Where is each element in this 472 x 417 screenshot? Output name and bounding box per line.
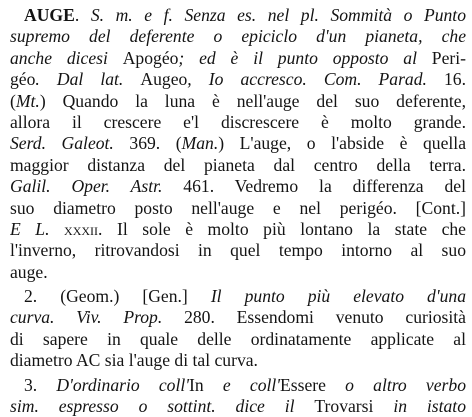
text-line — [10, 286, 466, 307]
text-segment: Serd. Galeot. — [10, 133, 130, 154]
text-segment: xxxii — [64, 218, 99, 239]
text-segment: 2. (Geom.) [Gen.] — [24, 286, 211, 307]
text-segment: géo — [10, 69, 36, 90]
text-line — [10, 396, 466, 417]
text-segment: ) Quando la luna è nell'auge del suo deferente, — [39, 90, 466, 111]
entry-main-sense — [10, 5, 466, 283]
text-segment: S. m. e f. Senza es. nel pl. Sommità o Punto — [90, 5, 466, 25]
text-segment: E L. — [10, 218, 65, 239]
text-line — [10, 198, 466, 219]
text-segment: , Io accresco. Com. Parad. — [187, 69, 444, 90]
text-segment: Apogéo — [122, 47, 179, 68]
text-line — [10, 240, 466, 261]
text-segment: o altro verbo — [345, 374, 466, 395]
text-segment: auge. — [10, 261, 48, 282]
text-line — [10, 375, 466, 396]
text-segment: 3. — [24, 374, 57, 395]
text-line — [10, 26, 466, 47]
text-segment: supremo del deferente o epiciclo d'un pianeta, che — [10, 26, 466, 47]
text-segment: ( — [10, 90, 16, 111]
text-segment: maggior distanza del pianeta dal centro della terra. — [10, 154, 466, 175]
text-line — [10, 48, 466, 69]
text-segment: sim. espresso o sottint. dice il — [10, 396, 315, 417]
text-line — [10, 329, 466, 350]
sense-2 — [10, 286, 466, 372]
text-segment: Man. — [181, 133, 219, 154]
text-segment: 461. Vedremo la differenza del — [183, 176, 466, 197]
text-line — [10, 219, 466, 240]
text-segment: Trovarsi — [314, 396, 394, 417]
text-segment: . Il sole è molto più lontano la state che — [98, 218, 466, 239]
text-segment: 369. ( — [129, 133, 182, 154]
text-segment: diametro AC sia l'auge di tal curva. — [10, 350, 258, 371]
text-line — [10, 155, 466, 176]
text-line — [10, 91, 466, 112]
text-segment: . — [74, 5, 91, 25]
text-segment: in istato — [393, 396, 466, 417]
text-line — [10, 262, 466, 283]
text-line — [10, 176, 466, 197]
text-segment: D'ordinario coll' — [56, 374, 190, 395]
text-segment: Mt. — [15, 90, 40, 111]
text-segment: 280. Essendomi venuto curiosità — [184, 307, 466, 328]
text-segment: allora il crescere e'l discrescere è molto grande. — [10, 111, 466, 132]
dictionary-entry — [10, 5, 466, 417]
text-segment: AUGE — [24, 5, 75, 25]
text-segment: Galil. Oper. Astr. — [10, 176, 184, 197]
text-line — [10, 307, 466, 328]
text-segment: ; ed è il punto opposto al — [178, 47, 432, 68]
sense-3 — [10, 375, 466, 417]
text-segment: curva. Viv. Prop. — [10, 307, 185, 328]
text-segment: In — [189, 374, 223, 395]
text-segment: Essere — [280, 374, 346, 395]
text-line — [10, 350, 466, 371]
text-line — [10, 5, 466, 26]
text-segment: . Dal lat. — [35, 69, 141, 90]
text-segment: Il punto più elevato d'una — [210, 286, 466, 307]
text-segment: ) L'auge, o l'abside è quella — [218, 133, 466, 154]
text-segment: Augeo — [140, 69, 188, 90]
text-segment: e coll' — [222, 374, 281, 395]
text-line — [10, 112, 466, 133]
text-segment: l'inverno, ritrovandosi in quel tempo intorno al suo — [10, 240, 466, 261]
text-segment: di sapere in quale delle ordinatamente applicate al — [10, 328, 466, 349]
text-line — [10, 69, 466, 90]
text-line — [10, 133, 466, 154]
text-segment: anche dicesi — [10, 47, 123, 68]
text-segment: 16. — [444, 69, 466, 90]
text-segment: Peri- — [431, 47, 466, 68]
text-segment: suo diametro posto nell'auge e nel perigéo. [Cont.] — [10, 197, 466, 218]
